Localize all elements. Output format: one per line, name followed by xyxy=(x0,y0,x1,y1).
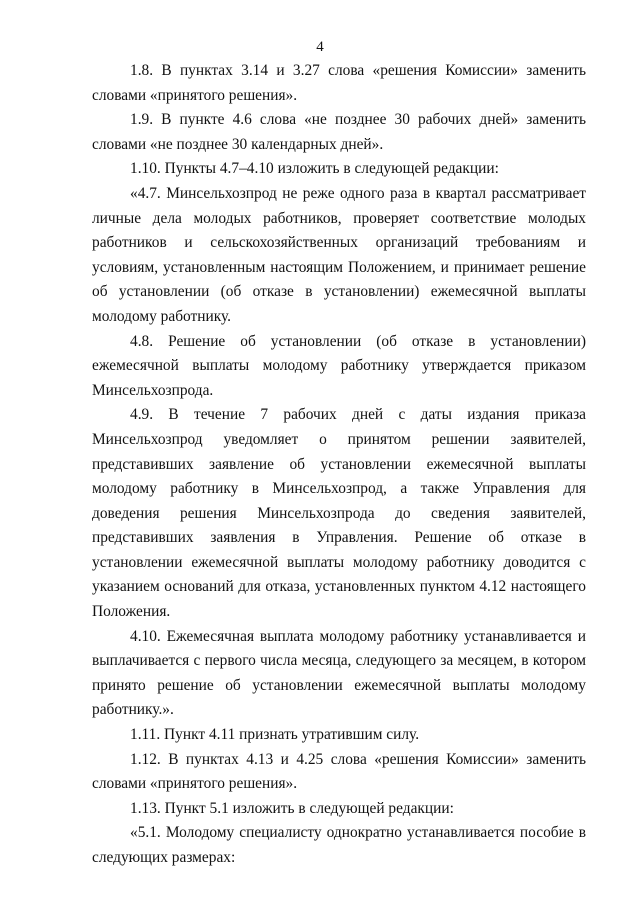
page-number: 4 xyxy=(316,39,324,55)
paragraph-5-1: «5.1. Молодому специалисту однократно устанавливается пособие в следующих размерах: xyxy=(92,824,586,866)
paragraph-4-7: «4.7. Минсельхозпрод не реже одного раза в квартал рассматривает личные дела молодых работников, проверяет соответствие молодых работников и сельскохозяйственных организаций требованиям и условиям, установленным настоящим Положением, и принимает решение об установлении (об отказе в установлении) ежемесячной выплаты молодому работнику. xyxy=(92,184,586,325)
document-body xyxy=(92,59,586,871)
paragraph-4-8: 4.8. Решение об установлении (об отказе в установлении) ежемесячной выплаты молодому работнику утверждается приказом Минсельхозпрода. xyxy=(92,332,586,399)
paragraph-1-10: 1.10. Пункты 4.7–4.10 изложить в следующей редакции: xyxy=(130,160,499,178)
paragraph-1-9: 1.9. В пункте 4.6 слова «не позднее 30 рабочих дней» заменить словами «не позднее 30 календарных дней». xyxy=(92,111,586,153)
paragraph-4-9: 4.9. В течение 7 рабочих дней с даты издания приказа Минсельхозпрод уведомляет о принятом решении заявителей, представивших заявление об установлении ежемесячной выплаты молодому работнику в Минсельхозпрод, а также Управления для доведения решения Минсельхозпрода до сведения заявителей, представивших заявления в Управления. Решение об отказе в установлении ежемесячной выплаты молодому работнику доводится с указанием оснований для отказа, установленных пунктом 4.12 настоящего Положения. xyxy=(92,406,586,621)
paragraph-1-11: 1.11. Пункт 4.11 признать утратившим силу. xyxy=(130,726,420,744)
paragraph-1-8: 1.8. В пунктах 3.14 и 3.27 слова «решения Комиссии» заменить словами «принятого решения». xyxy=(92,62,586,104)
paragraph-1-12: 1.12. В пунктах 4.13 и 4.25 слова «решения Комиссии» заменить словами «принятого решения». xyxy=(92,750,586,793)
paragraph-4-10: 4.10. Ежемесячная выплата молодому работнику устанавливается и выплачивается с первого числа месяца, следующего за месяцем, в котором принято решение об установлении ежемесячной выплаты молодому работнику.». xyxy=(92,627,586,719)
paragraph-1-13: 1.13. Пункт 5.1 изложить в следующей редакции: xyxy=(130,799,454,817)
